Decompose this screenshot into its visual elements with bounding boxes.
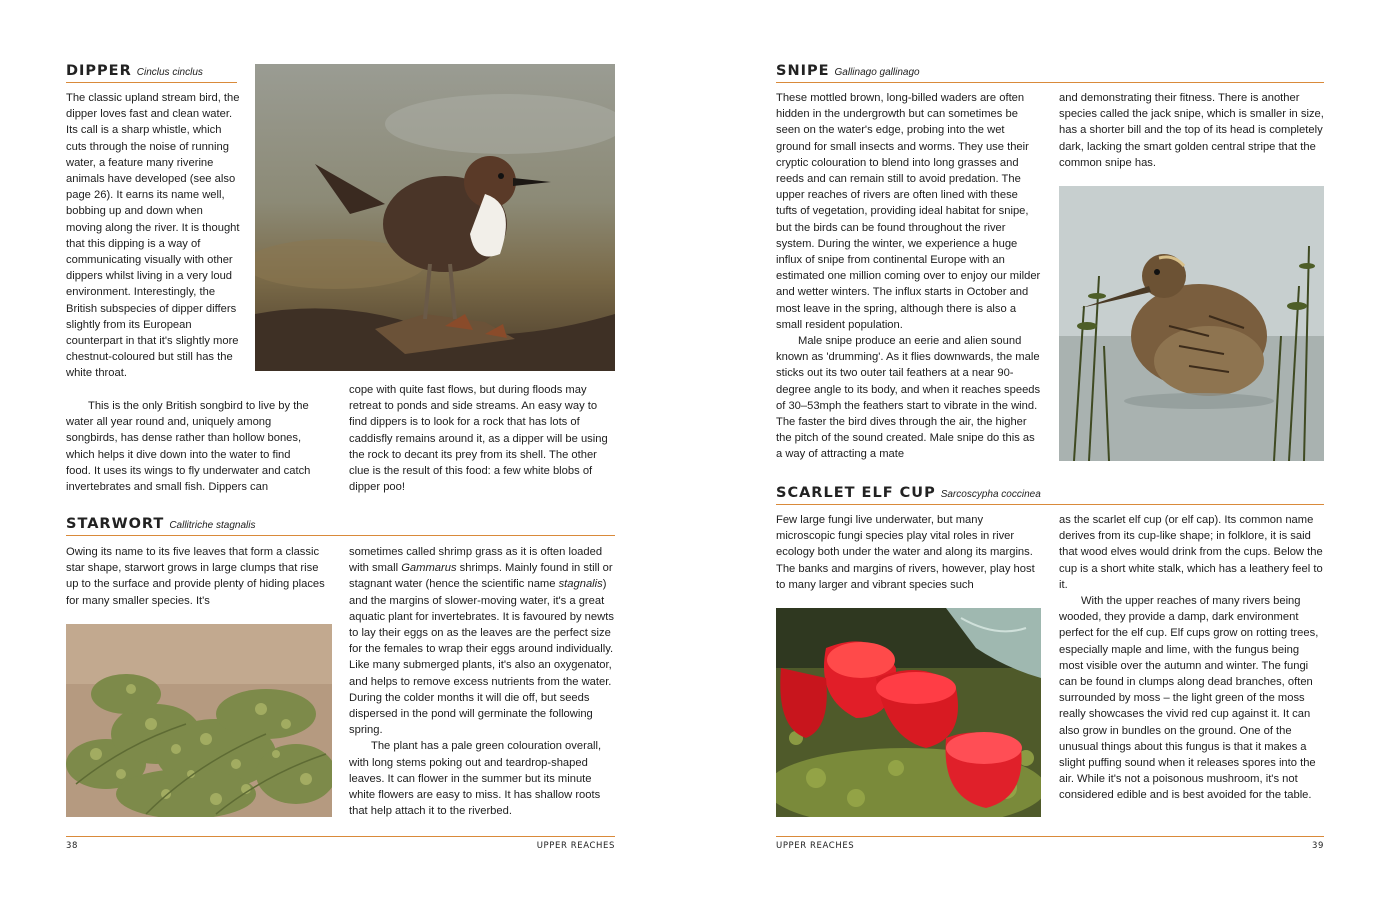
elfcup-para-2: as the scarlet elf cup (or elf cap). Its common name derives from its cup-like shape; in folklore, it is said that wood elves would drink from the cups. Below the cup is a short white stalk, which has a leathery feel to it.	[1059, 514, 1323, 591]
dipper-para-1: The classic upland stream bird, the dipper loves fast and clean water. Its call is a sharp whistle, which cuts through the noise of running water, a feature many riverine animals have developed (see also page 26). It earns its name well, bobbing up and down when moving along the river. It is thought that this dipping is a way of communicating visually with other dippers whilst living in a very loud environment. Interestingly, the British subspecies of dipper differs slightly from its European counterpart in that it's slightly more chestnut-coloured but still has the white throat.	[66, 92, 240, 380]
elfcup-heading	[776, 484, 1324, 505]
left-footer	[66, 836, 615, 857]
starwort-text-c: ) and the margins of slower-moving water, it's a great aquatic plant for invertebrates. It is favoured by newts to lay their eggs on as the leaves are the perfect size for the females to wrap their eggs around individually. Like many submerged plants, it's also an oxygenator, and helps to remove excess nutrients from the water. During the colder months it will die off, but seeds dispersed in the pond will germinate the following spring.	[349, 578, 614, 737]
elfcup-photo	[776, 608, 1041, 817]
elfcup-latin: Sarcoscypha coccinea	[940, 489, 1041, 500]
starwort-latin: Callitriche stagnalis	[169, 520, 256, 531]
dipper-para-2: This is the only British songbird to live by the water all year round and, uniquely among songbirds, has dense rather than hollow bones, which helps it dive down into the water to find food. It uses its wings to fly underwater and catch invertebrates and small fish. Dippers can	[66, 400, 311, 494]
dipper-col2	[349, 382, 615, 495]
elfcup-col2	[1059, 512, 1325, 804]
snipe-heading	[776, 62, 1324, 83]
elfcup-col1	[776, 512, 1042, 593]
dipper-heading	[66, 62, 237, 83]
starwort-para-1: Owing its name to its five leaves that form a classic star shape, starwort grows in large clumps that rise up to the surface and provide plenty of hiding places for many smaller species. It's	[66, 546, 325, 607]
snipe-col2	[1059, 90, 1325, 171]
starwort-italic-gammarus: Gammarus	[401, 562, 457, 575]
snipe-para-2: Male snipe produce an eerie and alien sound known as 'drumming'. As it flies downwards, the male sticks out its two outer tail feathers at a near 90-degree angle to its body, and when it reaches speeds of 30–53mph the feathers start to vibrate in the wind. The faster the bird dives through the air, the higher the pitch of the sound created. Male snipe do this as a way of attracting a mate	[776, 335, 1041, 461]
dipper-latin: Cinclus cinclus	[136, 67, 203, 78]
snipe-latin: Gallinago gallinago	[834, 67, 920, 78]
elfcup-title: SCARLET ELF CUP	[776, 485, 936, 501]
starwort-text-b: shrimps. Mainly found in still or stagnant water (hence the scientific name	[349, 562, 613, 591]
snipe-title: SNIPE	[776, 63, 830, 79]
dipper-col1b	[66, 398, 316, 495]
starwort-para-2	[349, 544, 617, 738]
snipe-col1	[776, 90, 1042, 463]
starwort-text-a: sometimes called shrimp grass as it is often loaded with small	[349, 546, 603, 575]
elfcup-para-1: Few large fungi live underwater, but many microscopic fungi species play vital roles in river ecology both under the water and along its margins. The banks and margins of rivers, however, play host to many larger and vibrant species such	[776, 514, 1035, 591]
snipe-para-1: These mottled brown, long-billed waders are often hidden in the undergrowth but can sometimes be seen on the water's edge, probing into the wet ground for small insects and worms. They use their cryptic colouration to blend into long grasses and reeds and can remain still to avoid predation. The upper reaches of rivers are often lined with these tufts of vegetation, providing ideal habitat for snipe, but the birds can be found throughout the river system. During the winter, we experience a huge influx of snipe from continental Europe with an estimated one million coming over to enjoy our milder and wetter winters. The influx starts in October and most leave in the spring, although there is also a small resident population.	[776, 92, 1041, 331]
starwort-title: STARWORT	[66, 516, 165, 532]
starwort-heading	[66, 515, 615, 536]
dipper-photo	[255, 64, 615, 371]
starwort-para-3: The plant has a pale green colouration overall, with long stems poking out and teardrop-shaped leaves. It can flower in the summer but its minute white flowers are easy to miss. It has shallow roots that help attach it to the riverbed.	[349, 740, 602, 818]
dipper-para-3: cope with quite fast flows, but during floods may retreat to ponds and side streams. An easy way to find dippers is to look for a rock that has lots of caddisfly remains around it, as a dipper will be using the rock to decant its prey from its shell. The other clue is the result of this food: a few white blobs of dipper poo!	[349, 384, 608, 494]
left-page-number: 38	[66, 841, 79, 851]
starwort-italic-stagnalis: stagnalis	[558, 578, 603, 591]
starwort-photo	[66, 624, 332, 817]
dipper-title: DIPPER	[66, 63, 132, 79]
starwort-col1	[66, 544, 332, 609]
right-section-label: UPPER REACHES	[776, 841, 855, 851]
dipper-col1	[66, 90, 240, 382]
starwort-col2	[349, 544, 617, 819]
right-page-number: 39	[1311, 841, 1324, 851]
right-footer	[776, 836, 1324, 857]
snipe-para-3: and demonstrating their fitness. There is another species called the jack snipe, which is smaller in size, has a shorter bill and the top of its head is completely dark, lacking the smart golden central stripe that the common snipe has.	[1059, 92, 1324, 169]
snipe-photo	[1059, 186, 1324, 461]
elfcup-para-3: With the upper reaches of many rivers being wooded, they provide a damp, dark environment perfect for the elf cup. Elf cups grow on rotting trees, especially maple and lime, with the fungus being most visible over the autumn and winter. The fungi can be found in clumps along dead branches, often surrounded by moss – the light green of the moss really showcases the vivid red cup against it. It can also grow in bundles on the ground. One of the unusual things about this fungus is that it makes a slight puffing sound when it releases spores into the air. While it's not a poisonous mushroom, it's not considered edible and is best avoided for the table.	[1059, 595, 1319, 802]
left-section-label: UPPER REACHES	[536, 841, 615, 851]
